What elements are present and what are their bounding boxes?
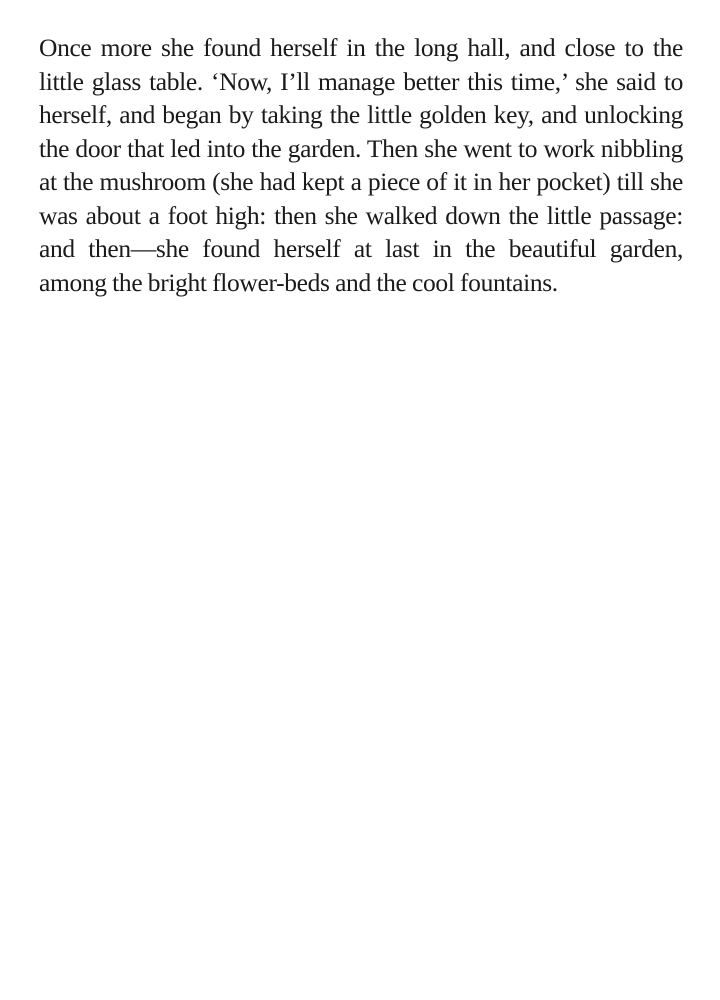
body-paragraph: Once more she found herself in the long hall, and close to the little glass table. ‘Now, I’ll manage better this time,’ she said to herself, and began by taking the little golden key, and unlocking the door that led into the garden. Then she went to work nibbling at the mushroom (she had kept a piece of it in her pocket) till she was about a foot high: then she walked down the little passage: and then—she found herself at last in the beautiful garden, among the bright flower-beds and the cool fountains. bbox=[39, 33, 683, 297]
